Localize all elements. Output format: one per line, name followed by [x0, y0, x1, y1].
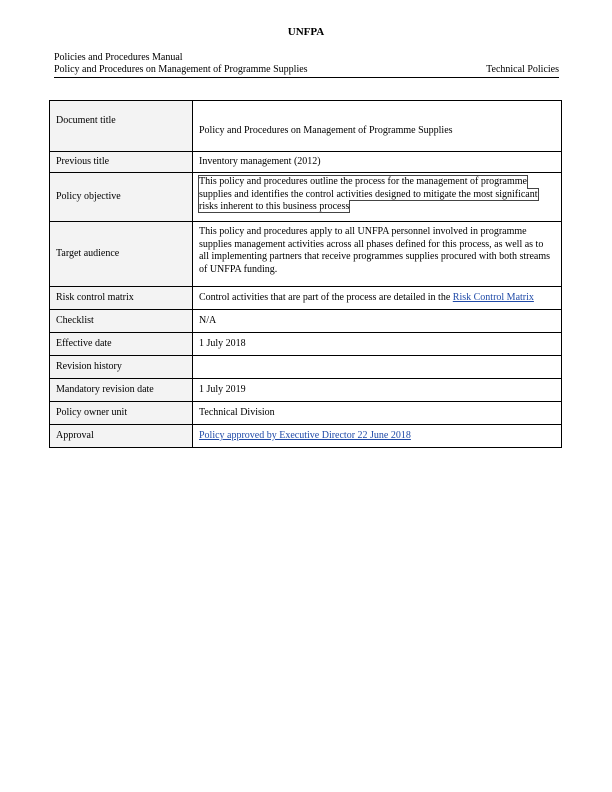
- effective-date-value: 1 July 2018: [192, 333, 561, 356]
- risk-control-matrix-value: [192, 287, 561, 310]
- row-label: Risk control matrix: [50, 287, 193, 310]
- table-row: [50, 287, 562, 310]
- revision-history-value: [192, 356, 561, 379]
- policy-objective-text: This policy and procedures outline the process for the management of programme supplies and identifies the control activities designed to mitigate the most significant risks inherent to this business process: [198, 176, 538, 212]
- target-audience-value: This policy and procedures apply to all UNFPA personnel involved in programme supplies management activities across all phases defined for this process, as well as to all implementing partners that receive programmes supplies procured with both streams of UNFPA funding.: [192, 222, 561, 287]
- table-row: [50, 425, 562, 448]
- table-row: [50, 173, 562, 222]
- row-label: Mandatory revision date: [50, 379, 193, 402]
- running-header: [54, 52, 559, 78]
- row-label: Target audience: [50, 222, 193, 287]
- row-label: Revision history: [50, 356, 193, 379]
- approval-value: [192, 425, 561, 448]
- manual-title: Policies and Procedures Manual: [54, 52, 183, 63]
- table-row: [50, 356, 562, 379]
- row-label: Approval: [50, 425, 193, 448]
- policy-name: Policy and Procedures on Management of Programme Supplies: [54, 64, 308, 75]
- mandatory-revision-date-value: 1 July 2019: [192, 379, 561, 402]
- document-metadata-table: [49, 100, 562, 448]
- header-row: [54, 64, 559, 76]
- organization-name: UNFPA: [287, 26, 325, 38]
- table-row: [50, 379, 562, 402]
- risk-control-matrix-link[interactable]: Risk Control Matrix: [452, 292, 534, 303]
- row-label: Document title: [50, 101, 193, 152]
- policy-objective-value: [192, 173, 561, 222]
- table-row: [50, 152, 562, 173]
- checklist-value: N/A: [192, 310, 561, 333]
- policy-owner-unit-value: Technical Division: [192, 402, 561, 425]
- row-label: Policy owner unit: [50, 402, 193, 425]
- risk-control-text: Control activities that are part of the process are detailed in the: [198, 292, 453, 303]
- section-name: Technical Policies: [486, 64, 559, 75]
- table-row: [50, 333, 562, 356]
- approval-link[interactable]: Policy approved by Executive Director 22 June 2018: [198, 430, 411, 441]
- table-row: [50, 310, 562, 333]
- row-label: Effective date: [50, 333, 193, 356]
- table-row: [50, 402, 562, 425]
- row-label: Previous title: [50, 152, 193, 173]
- table-row: [50, 222, 562, 287]
- previous-title-value: Inventory management (2012): [192, 152, 561, 173]
- row-label: Checklist: [50, 310, 193, 333]
- table-row: [50, 101, 562, 152]
- row-label: Policy objective: [50, 173, 193, 222]
- document-title-value: Policy and Procedures on Management of Programme Supplies: [192, 101, 561, 152]
